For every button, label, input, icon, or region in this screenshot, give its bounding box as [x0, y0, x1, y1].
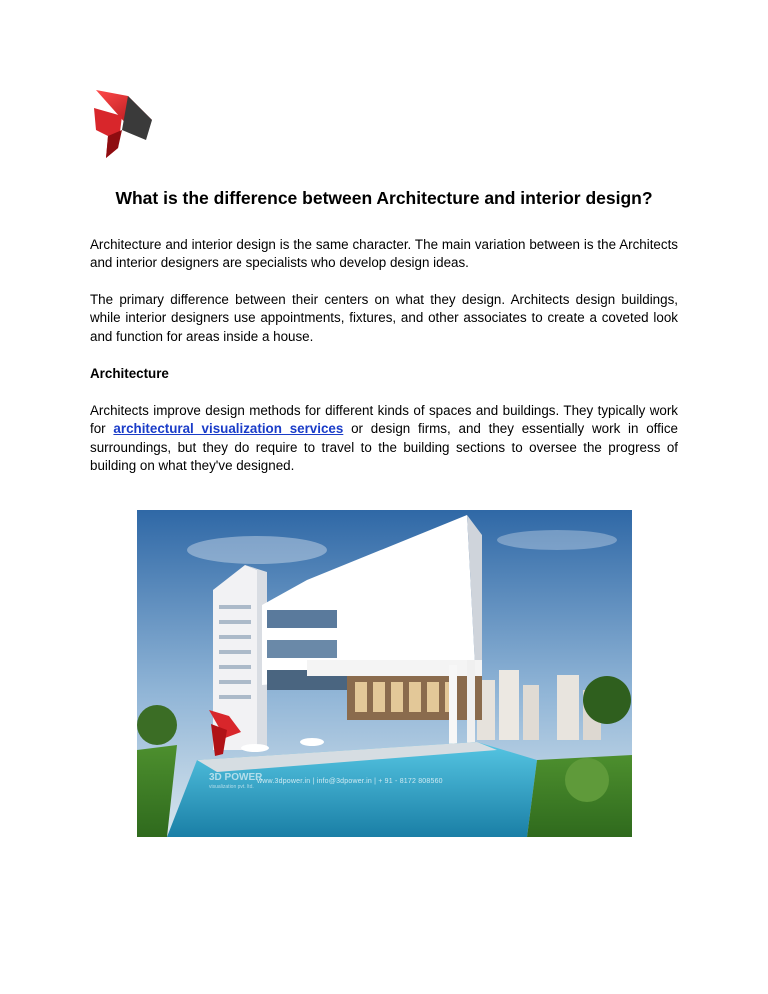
paragraph-intro: Architecture and interior design is the same character. The main variation between is the Architects and interior designers are specialists who develop design ideas.	[90, 237, 678, 271]
section-heading: Architecture	[90, 366, 169, 381]
building-rendering-image	[137, 510, 632, 837]
page-title: What is the difference between Architecture and interior design?	[115, 188, 653, 208]
image-brand: 3D POWER	[209, 772, 263, 783]
image-watermark: www.3dpower.in | info@3dpower.in | + 91 - 8172 808560	[257, 778, 443, 785]
paragraph-architecture	[90, 402, 678, 476]
paragraph-architecture-start: Architects improve design methods for different kinds of spaces and buildings. They typically work for	[90, 403, 678, 437]
architectural-visualization-link[interactable]: architectural visualization services	[113, 421, 344, 437]
image-tagline: visualization pvt. ltd.	[209, 784, 254, 790]
paragraph-architecture-end: or design firms, and they essentially work in office surroundings, but they do require to travel to the building sections to oversee the progress of building on what they've designed.	[90, 421, 678, 474]
paragraph-difference: The primary difference between their centers on what they design. Architects design buildings, while interior designers use appointments, fixtures, and other associates to create a coveted look and function for areas inside a house.	[90, 292, 678, 344]
company-logo-icon	[88, 86, 158, 164]
